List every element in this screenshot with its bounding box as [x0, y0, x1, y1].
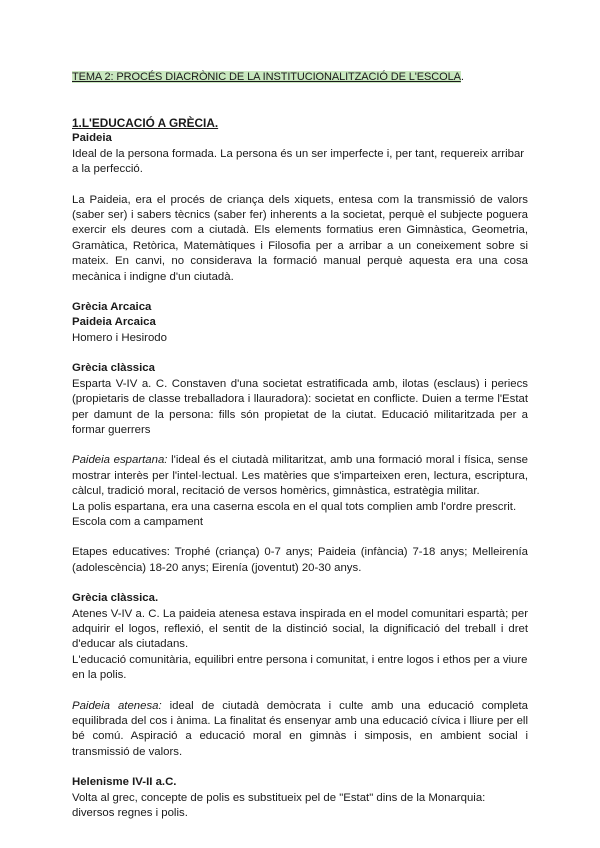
paragraph: Esparta V-IV a. C. Constaven d'una societat estratificada amb, ilotas (esclaus) i periecs (propietaris de classe treballadora i llauradora): societat en conflicte. Duien a terme l'Estat per damunt de la persona: fills són propietat de la ciutat. Educació militaritzada per a formar guerrers: [72, 377, 528, 436]
paragraph: L'educació comunitària, equilibri entre persona i comunitat, i entre logos i ethos per a viure en la polis.: [72, 653, 528, 682]
paragraph: La polis espartana, era una caserna escola en el qual tots complien amb l'ordre prescrit. Escola com a campament: [72, 500, 517, 528]
text-atenesa: ideal de ciutadà demòcrata i culte amb una educació completa equilibrada del cos i ànima. La finalitat és ensenyar amb una educació cívica i lliure per ell bé comú. Aspiració a educació moral en gimnàs i simposis, en ambient social i transmissió de valors.: [72, 699, 528, 758]
document-page: [72, 70, 528, 821]
subheading-paideia: Paideia: [72, 132, 112, 145]
subheading-arcaica: Grècia Arcaica: [72, 301, 152, 314]
subheading-helenisme: Helenisme IV-II a.C.: [72, 776, 177, 789]
title-line: [72, 70, 528, 86]
title-period: .: [460, 71, 464, 83]
label-paideia-atenesa: Paideia atenesa:: [72, 699, 162, 712]
subheading-paideia-arcaica: Paideia Arcaica: [72, 316, 156, 329]
paragraph: Atenes V-IV a. C. La paideia atenesa estava inspirada en el model comunitari espartà; per adquirir el logos, reflexió, el sentit de la distinció social, la dignificació del treball i dret d'educar als ciutadans.: [72, 607, 528, 651]
section-heading: 1.L'EDUCACIÓ A GRÈCIA.: [72, 116, 219, 130]
subheading-classica: Grècia clàssica: [72, 362, 155, 375]
paragraph: Ideal de la persona formada. La persona és un ser imperfecte i, per tant, requereix arribar a la perfecció.: [72, 147, 525, 176]
document-title: TEMA 2: PROCÉS DIACRÒNIC DE LA INSTITUCIONALITZACIÓ DE L'ESCOLA: [72, 71, 461, 83]
paragraph: Volta al grec, concepte de polis es substitueix pel de "Estat" dins de la Monarquia: diversos regnes i polis.: [72, 791, 486, 820]
paragraph: Homero i Hesirodo: [72, 331, 167, 344]
paragraph-espartana: [72, 453, 528, 499]
paragraph: La Paideia, era el procés de criança dels xiquets, entesa com la transmissió de valors (saber ser) i sabers tècnics (saber fer) inherents a la societat, perquè el subjecte poguera exercir els deures com a ciutadà. Els elements formatius eren Gimnàstica, Geometria, Gramàtica, Retòrica, Matemàtiques i Filosofia per a arribar a un coneixement sobre si mateix. En canvi, no considerava la formació manual perquè aquesta era una cosa mecànica i indigne d'un ciutadà.: [72, 193, 528, 283]
paragraph: Etapes educatives: Trophé (criança) 0-7 anys; Paideia (infància) 7-18 anys; Melleirenía (adolescència) 18-20 anys; Eirenía (joventut) 20-30 anys.: [72, 546, 528, 574]
subheading-classica-2: Grècia clàssica.: [72, 592, 159, 605]
paragraph-atenesa: [72, 699, 528, 761]
label-paideia-espartana: Paideia espartana:: [72, 454, 168, 467]
text-espartana: l'ideal és el ciutadà militaritzat, amb una formació moral i física, sense mostrar interès per l'intel·lectual. Les matèries que s'imparteixen eren, lectura, escriptura, càlcul, tradició moral, recitació de versos homèrics, gimnàstica, estratègia militar.: [72, 454, 528, 498]
